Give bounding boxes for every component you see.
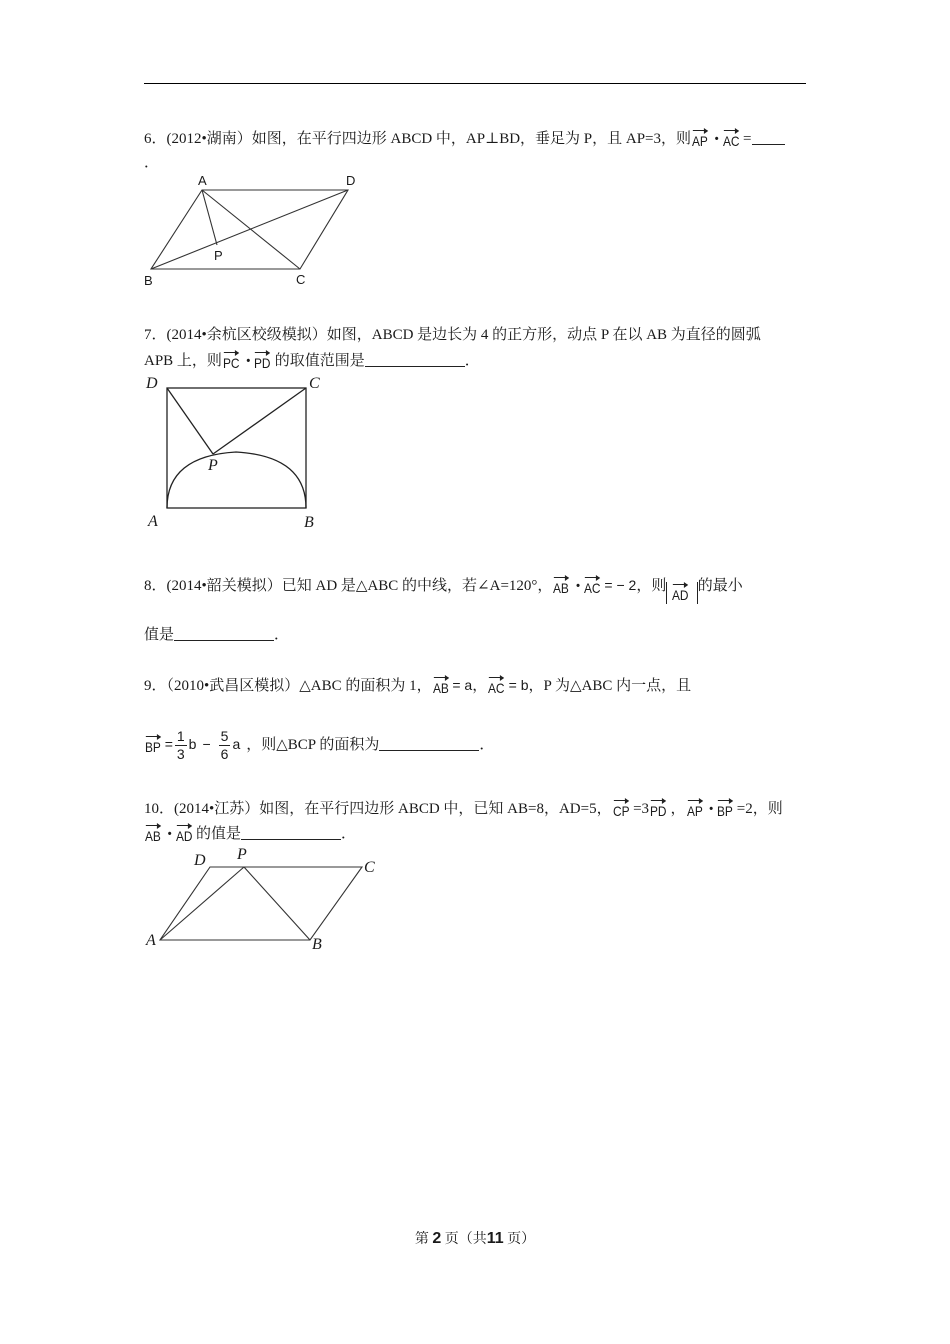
q10-segment-bp [244,867,310,940]
q7-label-b: B [304,514,314,531]
footer-page-number: 2 [432,1230,442,1247]
q10-vector-ad: AD [176,823,193,843]
q10-dot-operator-1: • [709,803,714,815]
q7-label-d: D [146,375,158,392]
q10-vector-ap: AP [687,798,703,818]
q9-text-pre: 9．（2010•武昌区模拟）△ABC 的面积为 1， [144,678,432,694]
q6-answer-blank[interactable] [752,130,785,145]
q8-text-mid: ，则 [636,578,667,594]
q9-frac2-numerator: 5 [220,728,229,745]
q7-text-pre: APB 上，则 [144,353,222,369]
q10-figure [140,845,380,960]
q10-parallelogram [160,867,362,940]
q6-tail: ． [144,155,160,171]
q9-statement-line2 [144,726,494,763]
q7-square [167,388,306,508]
q8-answer-blank[interactable] [174,626,274,641]
q10-eq2: =2，则 [736,801,783,817]
q7-label-p: P [208,457,218,474]
q8-statement [144,575,743,604]
q7-arc-apb [167,452,306,508]
q10-vector-cp: CP [613,798,630,818]
q10-statement-line2 [144,823,356,844]
q10-comma: ， [670,801,686,817]
q8-vector-ad: AD [672,582,689,602]
q9-end: ． [479,737,495,753]
q7-segment-pd [167,388,213,454]
q9-equals: = [164,736,173,752]
q9-frac1-denominator: 3 [176,746,185,763]
q9-fraction-five-sixths [219,728,231,763]
q9-frac2-denominator: 6 [220,746,229,763]
q9-text-after: ，则△BCP 的面积为 [246,737,380,753]
q10-statement [144,798,783,819]
q10-label-a: A [146,932,156,949]
q6-figure [140,170,370,290]
q10-vector-bp: BP [717,798,733,818]
q9-vector-ab: AB [433,675,449,695]
q8-vector-ac: AC [584,575,601,595]
q8-end: ． [274,627,290,643]
q9-frac1-numerator: 1 [176,728,185,745]
q9-vector-bp: BP [145,734,161,754]
q6-text: 6．(2012•湖南）如图，在平行四边形 ABCD 中，AP⊥BD，垂足为 P，且 AP=3，则 [144,131,692,147]
q8-abs-ad [666,582,697,604]
q9-fraction-one-third [175,728,187,763]
q7-figure [140,370,340,540]
q10-label-p: P [237,846,247,863]
q9-text-post: ，P 为△ABC 内一点，且 [528,678,692,694]
q6-label-p: P [214,248,223,263]
footer-suffix: 页） [507,1232,536,1247]
q9-eq-b: = b [508,677,529,693]
q8-equals-value: = − 2 [604,577,637,593]
q7-label-a: A [148,513,158,530]
q8-text-pre: 8．(2014•韶关模拟）已知 AD 是△ABC 的中线，若∠A=120°， [144,578,553,594]
q6-statement [144,128,785,149]
q10-text-pre: 10．(2014•江苏）如图，在平行四边形 ABCD 中，已知 AB=8，AD=5， [144,801,612,817]
page-footer [0,1228,950,1248]
q10-end: ． [341,826,357,842]
q6-segment-ap [202,190,217,245]
q9-vector-a: a [232,736,241,752]
q7-label-c: C [309,375,320,392]
q7-end: ． [464,353,480,369]
q9-statement [144,675,691,696]
header-rule [144,83,806,84]
q7-statement-line1: 7．(2014•余杭区校级模拟）如图，ABCD 是边长为 4 的正方形，动点 P 在以 AB 为直径的圆弧 [144,327,761,343]
q9-minus: − [202,736,211,752]
q7-statement-line2 [144,350,480,371]
q6-label-a: A [198,173,207,188]
q7-segment-pc [213,388,306,454]
q6-dot-operator: • [714,133,719,145]
q6-label-b: B [144,273,153,288]
q6-label-c: C [296,272,306,287]
q9-eq-a: = a [452,677,473,693]
q10-answer-blank[interactable] [241,825,341,840]
q10-label-d: D [194,852,206,869]
footer-total-pages: 11 [486,1230,504,1247]
q9-separator: ， [472,678,488,694]
q7-answer-blank[interactable] [365,352,465,367]
q8-statement-line2 [144,625,289,645]
q7-vector-pd: PD [254,350,271,370]
q10-label-c: C [364,859,375,876]
q10-dot-operator-2: • [167,828,172,840]
q8-line2-text: 值是 [144,627,175,643]
q8-text-post: 的最小 [697,578,743,594]
q7-text-post: 的取值范围是 [274,353,365,369]
q10-vector-ab: AB [145,823,161,843]
q9-vector-b: b [188,736,197,752]
q9-vector-ac: AC [488,675,505,695]
q6-label-d: D [346,173,356,188]
footer-prefix: 第 [414,1232,429,1247]
q7-vector-pc: PC [223,350,240,370]
q10-eq1: =3 [633,801,650,817]
q10-vector-pd: PD [650,798,667,818]
q10-label-b: B [312,936,322,953]
q8-vector-ab: AB [553,575,569,595]
q6-vector-ac: AC [723,128,740,148]
q10-text-post: 的值是 [196,826,242,842]
q8-dot-operator: • [576,580,580,592]
q9-answer-blank[interactable] [379,736,479,751]
footer-middle: 页（共 [444,1232,487,1247]
q7-dot-operator: • [246,355,251,367]
q6-vector-ap: AP [692,128,708,148]
q6-diagonal-bd [151,190,348,269]
q6-equals: = [743,131,752,147]
